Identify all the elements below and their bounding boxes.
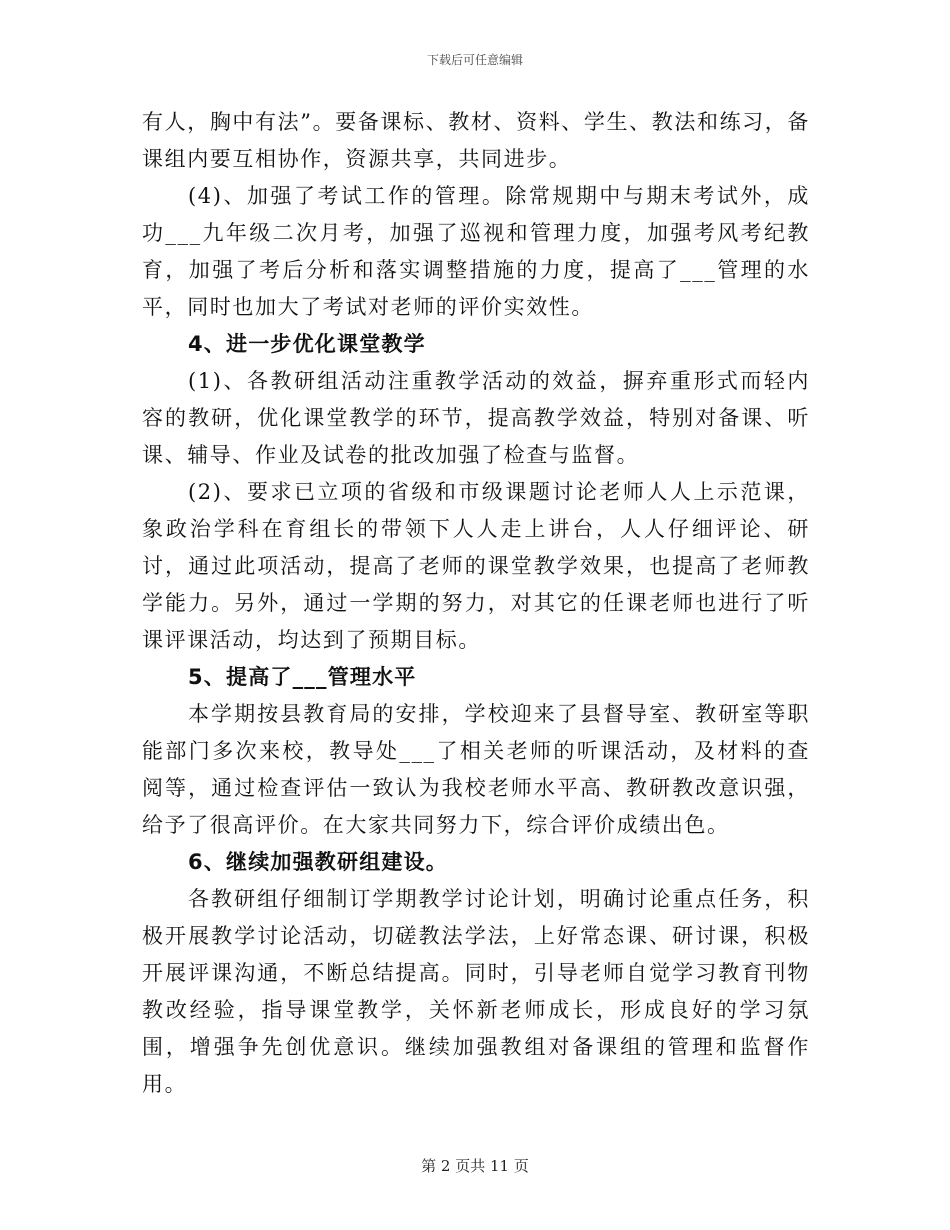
page-footer: 第 2 页共 11 页 — [421, 1157, 529, 1175]
page-header: 下载后可任意编辑 — [426, 53, 523, 67]
paragraph-1: 有人，胸中有法”。要备课标、教材、资料、学生、教法和练习，备课组内要互相协作，资源共享，共同进步。 — [142, 110, 810, 171]
section-heading-4: 4、进一步优化课堂教学 — [188, 332, 426, 356]
paragraph-teaching-efficiency: (1)、各教研组活动注重教学活动的效益，摒弃重形式而轻内容的教研，优化课堂教学的环节，提高教学效益，特别对备课、听课、辅导、作业及试卷的批改加强了检查与监督。 — [142, 369, 810, 467]
paragraph-exam-management: (4)、加强了考试工作的管理。除常规期中与期末考试外，成功___九年级二次月考，加强了巡视和管理力度，加强考风考纪教育，加强了考后分析和落实调整措施的力度，提高了___管理的水平，同时也加大了考试对老师的评价实效性。 — [142, 184, 810, 319]
paragraph-demo-lessons: (2)、要求已立项的省级和市级课题讨论老师人人上示范课，象政治学科在育组长的带领下人人走上讲台，人人仔细评论、研讨，通过此项活动，提高了老师的课堂教学效果，也提高了老师教学能力。另外，通过一学期的努力，对其它的任课老师也进行了听课评课活动，均达到了预期目标。 — [142, 480, 810, 652]
document-body — [142, 104, 810, 1103]
section-heading-5: 5、提高了___管理水平 — [188, 665, 417, 689]
paragraph-inspection: 本学期按县教育局的安排，学校迎来了县督导室、教研室等职能部门多次来校，教导处___了相关老师的听课活动，及材料的查阅等，通过检查评估一致认为我校老师水平高、教研教改意识强，给予了很高评价。在大家共同努力下，综合评价成绩出色。 — [142, 702, 810, 837]
section-heading-6: 6、继续加强教研组建设。 — [188, 850, 449, 874]
paragraph-research-groups: 各教研组仔细制订学期教学讨论计划，明确讨论重点任务，积极开展教学讨论活动，切磋教法学法，上好常态课、研讨课，积极开展评课沟通，不断总结提高。同时，引导老师自觉学习教育刊物教改经验，指导课堂教学，关怀新老师成长，形成良好的学习氛围，增强争先创优意识。继续加强教组对备课组的管理和监督作用。 — [142, 887, 810, 1096]
